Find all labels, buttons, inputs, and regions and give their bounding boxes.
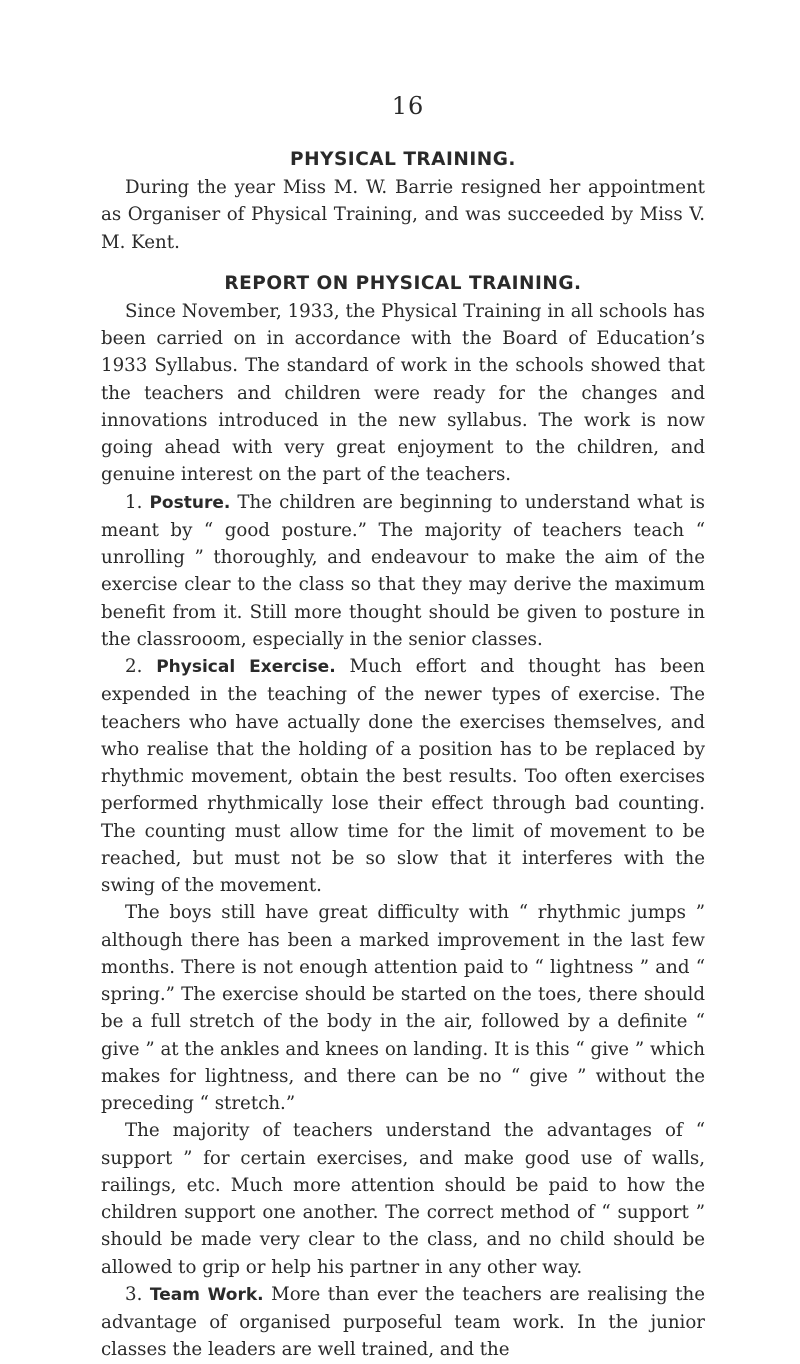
spacer: [101, 256, 705, 270]
page-number: 16: [391, 92, 425, 120]
section-text: More than ever the teachers are realising the advantage of organised purposeful team work. In the junior classes the leaders are well trained, and the: [101, 1283, 705, 1361]
heading-report: REPORT ON PHYSICAL TRAINING.: [224, 272, 582, 294]
document-page: [101, 92, 705, 1364]
report-paragraph: Since November, 1933, the Physical Training in all schools has been carried on in accordance with the Board of Education’s 1933 Syllabus. The standard of work in the schools showed that the teachers and children were ready for the changes and innovations introduced in the new syllabus. The work is now going ahead with very great enjoyment to the children, and genuine interest on the part of the teachers.: [101, 300, 705, 486]
section-label: Physical Exercise.: [156, 657, 336, 677]
section-text: Much effort and thought has been expended in the teaching of the newer types of exercise. The teachers who have actually done the exercises themselves, and who realise that the holding of a position has to be replaced by rhythmic movement, obtain the best results. Too often exercises performed rhythmically lose their effect through bad counting. The counting must allow time for the limit of movement to be reached, but must not be so slow that it interferes with the swing of the movement.: [101, 656, 705, 896]
section-posture: [101, 489, 705, 654]
section-number: 1.: [125, 491, 143, 513]
section-number: 3.: [125, 1283, 143, 1305]
heading-physical-training: PHYSICAL TRAINING.: [290, 149, 516, 170]
section-label: Posture.: [149, 492, 231, 513]
support-paragraph: The majority of teachers understand the advantages of “ support ” for certain exercises, and make good use of walls, railings, etc. Much more attention should be paid to how the children support one another. The correct method of “ support ” should be made very clear to the class, and no child should be allowed to grip or help his partner in any other way.: [101, 1120, 705, 1278]
section-number: 2.: [125, 656, 143, 677]
intro-paragraph: During the year Miss M. W. Barrie resigned her appointment as Organiser of Physical Training, and was succeeded by Miss V. M. Kent.: [101, 177, 705, 253]
rhythmic-jumps-paragraph: The boys still have great difficulty with “ rhythmic jumps ” although there has been a marked improvement in the last few months. There is not enough attention paid to “ lightness ” and “ spring.” The exercise should be started on the toes, there should be a full stretch of the body in the air, followed by a definite “ give ” at the ankles and knees on landing. It is this “ give ” which makes for lightness, and there can be no “ give ” without the preceding “ stretch.”: [101, 902, 705, 1114]
section-physical-exercise: [101, 653, 705, 899]
section-text: The children are beginning to understand what is meant by “ good posture.” The majority of teachers teach “ unrolling ” thoroughly, and endeavour to make the aim of the exercise clear to the class so that they may derive the maximum benefit from it. Still more thought should be given to posture in the classrooom, especially in the senior classes.: [101, 491, 705, 650]
section-team-work: [101, 1281, 705, 1364]
section-label: Team Work.: [149, 1284, 264, 1305]
